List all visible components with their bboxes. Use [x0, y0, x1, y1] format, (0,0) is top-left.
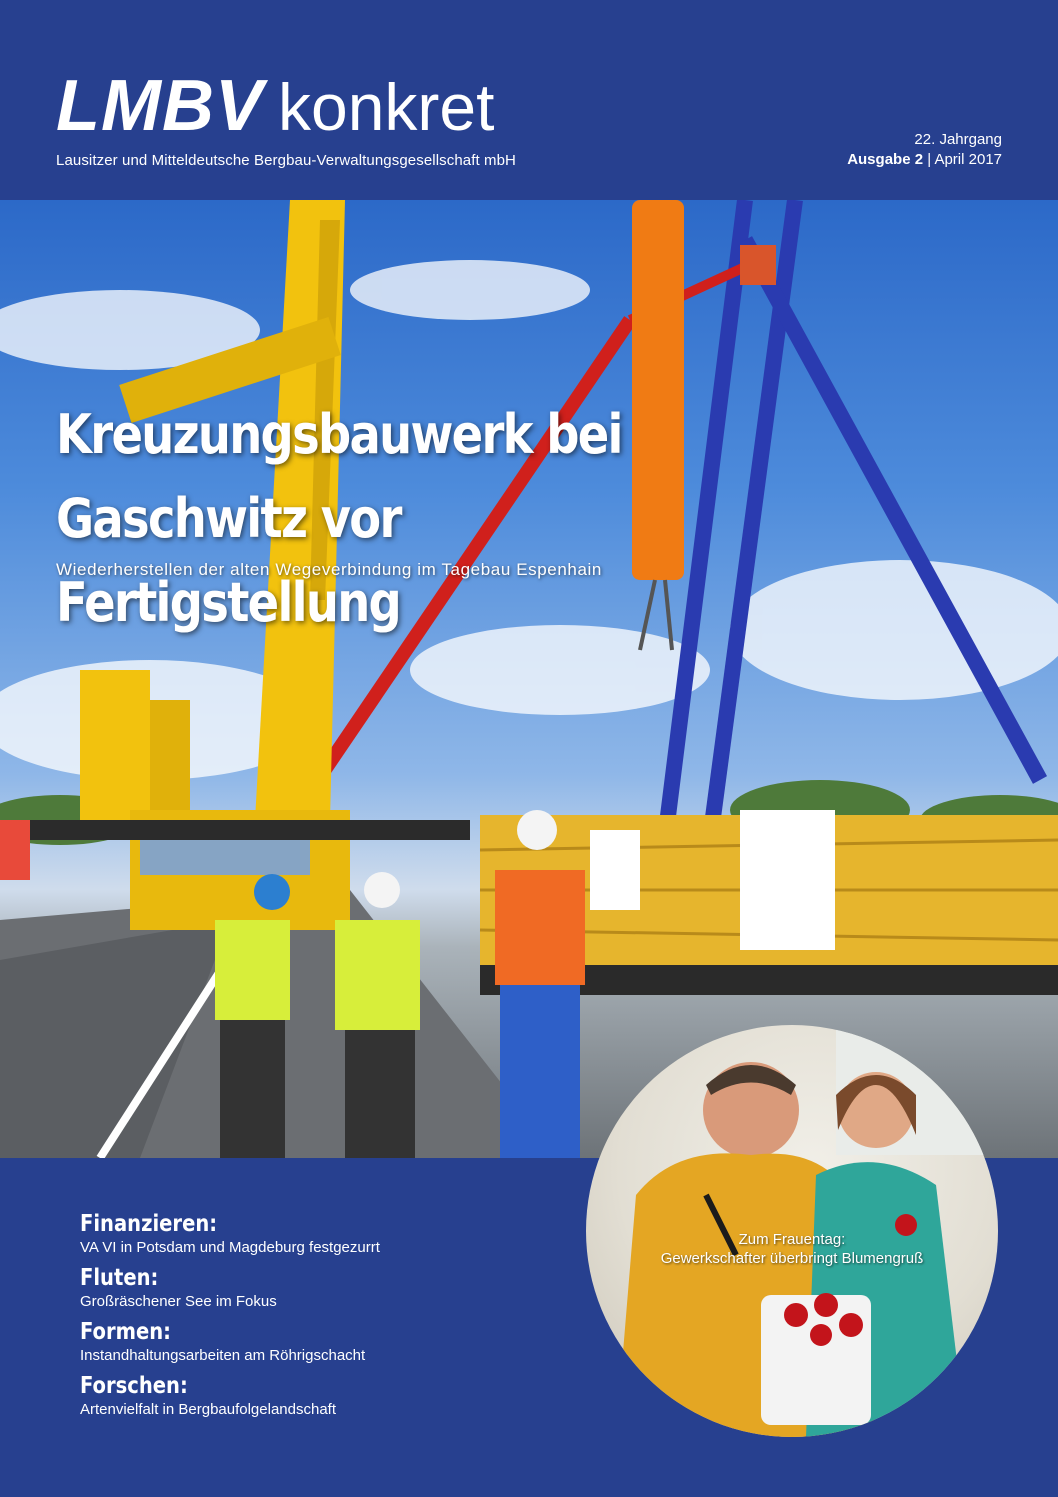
teaser-item[interactable]	[80, 1318, 600, 1366]
teaser-text: Artenvielfalt in Bergbaufolgelandschaft	[80, 1401, 336, 1418]
teaser-list	[80, 1210, 600, 1426]
company-name: Lausitzer und Mitteldeutsche Bergbau-Verwaltungsgesellschaft mbH	[56, 152, 516, 169]
teaser-text: VA VI in Potsdam und Magdeburg festgezurrt	[80, 1239, 380, 1256]
volume: 22. Jahrgang	[914, 131, 1002, 148]
teaser-item[interactable]	[80, 1372, 600, 1420]
teaser-category: Forschen:	[80, 1373, 188, 1399]
teaser-category: Formen:	[80, 1319, 172, 1345]
issue-separator: |	[923, 151, 935, 168]
issue-date: April 2017	[934, 151, 1002, 168]
teaser-item[interactable]	[80, 1264, 600, 1312]
cover-headline	[56, 393, 882, 645]
teaser-category: Finanzieren:	[80, 1211, 218, 1237]
logo-brand: LMBV	[56, 66, 264, 146]
caption-line-2: Gewerkschafter überbringt Blumengruß	[660, 1250, 924, 1267]
headline-line-1: Kreuzungsbauwerk bei Gaschwitz vor	[56, 403, 622, 550]
logo	[56, 66, 494, 146]
issue-line	[847, 150, 1002, 170]
teaser-text: Instandhaltungsarbeiten am Röhrigschacht	[80, 1347, 366, 1364]
cover-photo	[0, 200, 1058, 1158]
cover-kicker: Wiederherstellen der alten Wegeverbindung im Tagebau Espenhain	[56, 560, 602, 579]
teaser-item[interactable]	[80, 1210, 600, 1258]
issue-info	[847, 130, 1002, 170]
headline-line-2: Fertigstellung	[56, 571, 401, 634]
masthead	[0, 0, 1058, 200]
teaser-category: Fluten:	[80, 1265, 159, 1291]
caption-line-1: Zum Frauentag:	[738, 1231, 846, 1248]
logo-product: konkret	[277, 70, 495, 144]
construction-scene-illustration	[0, 200, 1058, 1158]
portrait-caption	[586, 1230, 998, 1268]
teaser-text: Großräschener See im Fokus	[80, 1293, 277, 1310]
issue-label: Ausgabe 2	[847, 151, 924, 168]
